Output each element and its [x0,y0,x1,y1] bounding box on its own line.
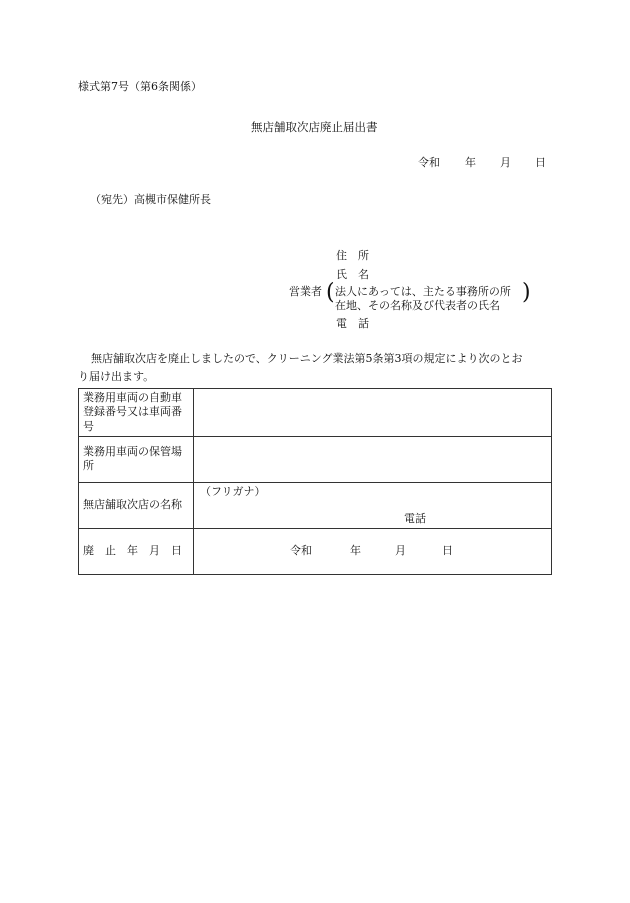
left-bracket: ( [326,280,335,305]
date-day: 日 [535,156,546,169]
statement-line1: 無店舗取次店を廃止しましたので、クリーニング業法第5条第3項の規定により次のとお [91,352,523,365]
document-title: 無店舗取次店廃止届出書 [251,120,378,134]
table-row [79,436,552,482]
addressee: （宛先）高槻市保健所長 [90,193,211,206]
name-label: 氏 名 [336,268,369,281]
abolition-date-field[interactable] [194,528,552,574]
table-row [79,528,552,574]
furigana-label: （フリガナ） [200,484,266,498]
vehicle-number-field[interactable] [194,389,552,437]
right-bracket: ) [522,280,531,305]
operator-label: 営業者 [289,285,322,298]
date-era: 令和 [418,156,440,169]
phone-label: 電 話 [336,317,369,330]
storage-location-field[interactable] [194,436,552,482]
date-year: 年 [465,156,476,169]
abolition-date-label: 廃 止 年 月 日 [79,528,194,574]
shop-name-field[interactable] [194,482,552,528]
corp-note-line2: 在地、その名称及び代表者の氏名 [335,299,500,312]
abolition-day: 日 [442,543,453,557]
storage-location-label: 業務用車両の保管場所 [79,436,194,482]
table-row [79,389,552,437]
form-number: 様式第7号（第6条関係） [78,80,202,93]
address-label: 住 所 [336,249,369,262]
vehicle-number-label: 業務用車両の自動車登録番号又は車両番号 [79,389,194,437]
shop-name-label: 無店舗取次店の名称 [79,482,194,528]
shop-phone-label: 電話 [404,511,426,525]
notification-table [78,388,552,575]
date-month: 月 [500,156,511,169]
statement-line2: り届け出ます。 [78,370,155,383]
table-row [79,482,552,528]
abolition-year: 年 [350,543,361,557]
corp-note-line1: 法人にあっては、主たる事務所の所 [335,285,511,298]
abolition-era: 令和 [290,543,312,557]
abolition-month: 月 [395,543,406,557]
